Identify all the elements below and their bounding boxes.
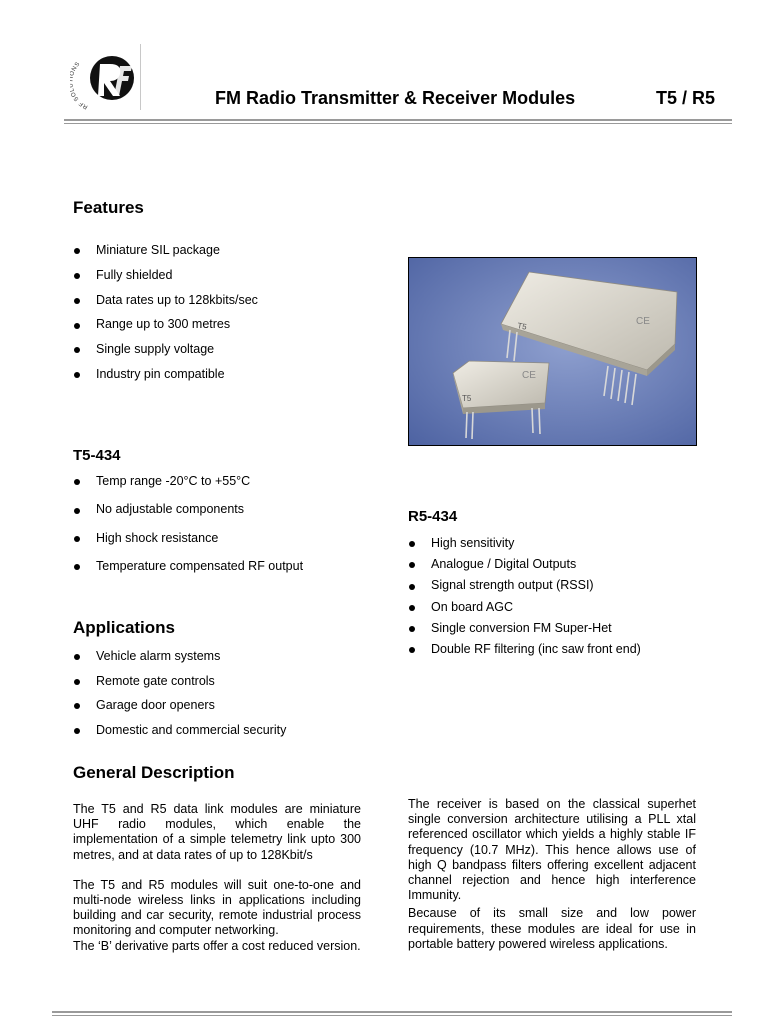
t5-heading: T5-434 [73, 447, 121, 464]
rf-solutions-logo-icon [70, 46, 142, 114]
list-item: Signal strength output (RSSI) [408, 578, 641, 599]
header-rule [64, 119, 732, 124]
small-module-label: T5 [462, 394, 472, 403]
logo-divider [140, 44, 141, 110]
description-paragraph: The ‘B’ derivative parts offer a cost reduced version. [73, 938, 361, 953]
logo-text: RF SO NS [70, 61, 89, 110]
document-code: T5 / R5 [656, 88, 716, 108]
general-description-right-column [408, 797, 696, 952]
list-item: Temperature compensated RF output [73, 559, 303, 587]
applications-heading: Applications [73, 618, 176, 637]
company-logo [70, 46, 142, 114]
list-item: Single supply voltage [73, 342, 258, 367]
general-description-left-column [73, 802, 361, 954]
large-module-ce-mark: CE [636, 316, 650, 327]
list-item: Double RF filtering (inc saw front end) [408, 642, 641, 663]
r5-heading: R5-434 [408, 508, 458, 525]
modules-photo-image [409, 258, 697, 446]
footer-rule [52, 1011, 732, 1016]
list-item: High shock resistance [73, 531, 303, 559]
list-item: No adjustable components [73, 502, 303, 530]
r5-list [408, 536, 641, 663]
large-module-label: T5 [516, 321, 528, 332]
general-description-heading: General Description [73, 763, 235, 782]
list-item: Industry pin compatible [73, 367, 258, 392]
description-paragraph: Because of its small size and low power requirements, these modules are ideal for use in portable battery powered wireless applications. [408, 906, 696, 951]
list-item: Vehicle alarm systems [73, 649, 286, 674]
list-item: Garage door openers [73, 698, 286, 723]
list-item: Data rates up to 128kbits/sec [73, 293, 258, 318]
features-heading: Features [73, 198, 144, 217]
small-module-ce-mark: CE [522, 370, 536, 381]
list-item: On board AGC [408, 600, 641, 621]
list-item: Single conversion FM Super-Het [408, 621, 641, 642]
list-item: Miniature SIL package [73, 243, 258, 268]
list-item: High sensitivity [408, 536, 641, 557]
description-paragraph: The receiver is based on the classical superhet single conversion architecture utilising a PLL xtal referenced oscillator which yields a highly stable IF frequency (10.7 MHz). This hence allows use of high Q bandpass filters offering excellent adjacent channel rejection and hence high interference Immunity. [408, 797, 696, 903]
list-item: Temp range -20°C to +55°C [73, 474, 303, 502]
list-item: Remote gate controls [73, 674, 286, 699]
list-item: Range up to 300 metres [73, 317, 258, 342]
t5-list [73, 474, 303, 588]
list-item: Analogue / Digital Outputs [408, 557, 641, 578]
description-paragraph: The T5 and R5 modules will suit one-to-one and multi-node wireless links in applications including building and car security, remote industrial process monitoring and computer networking. [73, 877, 361, 938]
description-paragraph: The T5 and R5 data link modules are miniature UHF radio modules, which enable the implementation of a simple telemetry link upto 300 metres, and at data rates of up to 128Kbit/s [73, 802, 361, 862]
svg-text:RF SOLUTIONS [70, 61, 89, 110]
list-item: Domestic and commercial security [73, 723, 286, 748]
document-title: FM Radio Transmitter & Receiver Modules [215, 88, 576, 108]
features-list [73, 243, 258, 392]
product-photo [408, 257, 697, 446]
applications-list [73, 649, 286, 747]
list-item: Fully shielded [73, 268, 258, 293]
